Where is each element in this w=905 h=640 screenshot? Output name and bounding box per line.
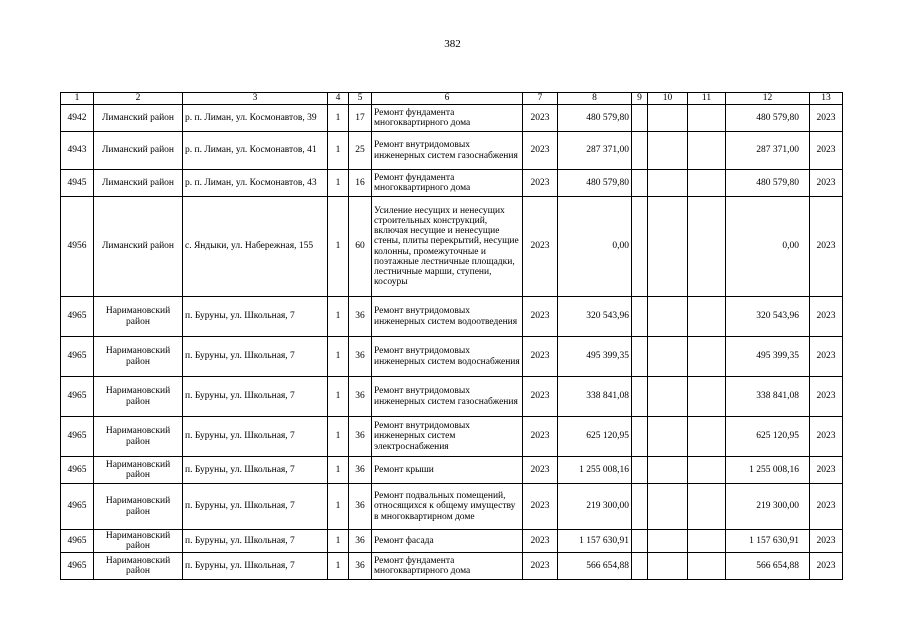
address-cell: п. Буруны, ул. Школьная, 7: [183, 337, 328, 377]
row-number-cell: 4942: [61, 105, 94, 132]
col9-cell: [632, 197, 648, 297]
row-number-cell: 4956: [61, 197, 94, 297]
col10-cell: [648, 170, 688, 197]
work-type-cell: Ремонт фундамента многоквартирного дома: [372, 105, 523, 132]
district-cell: Наримановский район: [94, 417, 183, 457]
col5-cell: 17: [349, 105, 372, 132]
table-row: [61, 105, 843, 132]
cost-cell: 219 300,00: [558, 484, 632, 530]
col9-cell: [632, 484, 648, 530]
row-number-cell: 4965: [61, 530, 94, 553]
table-row: [61, 197, 843, 297]
address-cell: п. Буруны, ул. Школьная, 7: [183, 457, 328, 484]
col5-cell: 36: [349, 417, 372, 457]
work-type-cell: Ремонт внутридомовых инженерных систем водоснабжения: [372, 337, 523, 377]
col10-cell: [648, 197, 688, 297]
end-year-cell: 2023: [810, 170, 843, 197]
district-cell: Наримановский район: [94, 457, 183, 484]
table-row: [61, 377, 843, 417]
district-cell: Лиманский район: [94, 197, 183, 297]
address-cell: п. Буруны, ул. Школьная, 7: [183, 484, 328, 530]
work-type-cell: Ремонт внутридомовых инженерных систем газоснабжения: [372, 132, 523, 170]
col10-cell: [648, 457, 688, 484]
col4-cell: 1: [328, 197, 349, 297]
year-cell: 2023: [523, 484, 558, 530]
address-cell: п. Буруны, ул. Школьная, 7: [183, 553, 328, 580]
work-type-cell: Ремонт внутридомовых инженерных систем водоотведения: [372, 297, 523, 337]
col10-cell: [648, 553, 688, 580]
column-number-cell: 10: [648, 93, 688, 105]
district-cell: Лиманский район: [94, 170, 183, 197]
end-year-cell: 2023: [810, 530, 843, 553]
col5-cell: 25: [349, 132, 372, 170]
col5-cell: 36: [349, 553, 372, 580]
column-number-cell: 11: [688, 93, 726, 105]
row-number-cell: 4965: [61, 377, 94, 417]
address-cell: п. Буруны, ул. Школьная, 7: [183, 530, 328, 553]
year-cell: 2023: [523, 457, 558, 484]
table-row: [61, 170, 843, 197]
total-cost-cell: 320 543,96: [726, 297, 810, 337]
col4-cell: 1: [328, 457, 349, 484]
total-cost-cell: 480 579,80: [726, 105, 810, 132]
end-year-cell: 2023: [810, 417, 843, 457]
col10-cell: [648, 297, 688, 337]
year-cell: 2023: [523, 377, 558, 417]
year-cell: 2023: [523, 197, 558, 297]
end-year-cell: 2023: [810, 553, 843, 580]
district-cell: Наримановский район: [94, 530, 183, 553]
cost-cell: 1 157 630,91: [558, 530, 632, 553]
row-number-cell: 4965: [61, 337, 94, 377]
row-number-cell: 4945: [61, 170, 94, 197]
column-number-cell: 12: [726, 93, 810, 105]
cost-cell: 480 579,80: [558, 170, 632, 197]
col10-cell: [648, 337, 688, 377]
column-number-cell: 3: [183, 93, 328, 105]
col4-cell: 1: [328, 132, 349, 170]
row-number-cell: 4965: [61, 417, 94, 457]
end-year-cell: 2023: [810, 337, 843, 377]
col4-cell: 1: [328, 553, 349, 580]
column-number-cell: 8: [558, 93, 632, 105]
cost-cell: 0,00: [558, 197, 632, 297]
total-cost-cell: 625 120,95: [726, 417, 810, 457]
end-year-cell: 2023: [810, 377, 843, 417]
col11-cell: [688, 457, 726, 484]
col11-cell: [688, 337, 726, 377]
cost-cell: 480 579,80: [558, 105, 632, 132]
col11-cell: [688, 377, 726, 417]
col5-cell: 16: [349, 170, 372, 197]
end-year-cell: 2023: [810, 484, 843, 530]
total-cost-cell: 338 841,08: [726, 377, 810, 417]
cost-cell: 320 543,96: [558, 297, 632, 337]
year-cell: 2023: [523, 132, 558, 170]
district-cell: Наримановский район: [94, 553, 183, 580]
address-cell: р. п. Лиман, ул. Космонавтов, 41: [183, 132, 328, 170]
end-year-cell: 2023: [810, 132, 843, 170]
year-cell: 2023: [523, 105, 558, 132]
end-year-cell: 2023: [810, 197, 843, 297]
column-number-row: [61, 93, 843, 105]
col11-cell: [688, 297, 726, 337]
column-number-cell: 13: [810, 93, 843, 105]
work-type-cell: Ремонт фасада: [372, 530, 523, 553]
district-cell: Наримановский район: [94, 337, 183, 377]
year-cell: 2023: [523, 530, 558, 553]
cost-cell: 566 654,88: [558, 553, 632, 580]
address-cell: с. Яндыки, ул. Набережная, 155: [183, 197, 328, 297]
col4-cell: 1: [328, 484, 349, 530]
col10-cell: [648, 105, 688, 132]
cost-cell: 287 371,00: [558, 132, 632, 170]
total-cost-cell: 566 654,88: [726, 553, 810, 580]
col4-cell: 1: [328, 170, 349, 197]
row-number-cell: 4965: [61, 297, 94, 337]
total-cost-cell: 0,00: [726, 197, 810, 297]
total-cost-cell: 495 399,35: [726, 337, 810, 377]
col9-cell: [632, 297, 648, 337]
col4-cell: 1: [328, 377, 349, 417]
repair-program-table: [60, 92, 843, 580]
end-year-cell: 2023: [810, 105, 843, 132]
total-cost-cell: 287 371,00: [726, 132, 810, 170]
year-cell: 2023: [523, 417, 558, 457]
year-cell: 2023: [523, 337, 558, 377]
district-cell: Лиманский район: [94, 132, 183, 170]
col11-cell: [688, 417, 726, 457]
col5-cell: 36: [349, 297, 372, 337]
col5-cell: 36: [349, 457, 372, 484]
row-number-cell: 4965: [61, 484, 94, 530]
address-cell: п. Буруны, ул. Школьная, 7: [183, 377, 328, 417]
work-type-cell: Усиление несущих и ненесущих строительных конструкций, включая несущие и ненесущие стены, плиты перекрытий, несущие колонны, промежуточные и поэтажные лестничные площадки, лестничные марши, ступени, косоуры: [372, 197, 523, 297]
column-number-cell: 5: [349, 93, 372, 105]
col4-cell: 1: [328, 105, 349, 132]
column-number-cell: 6: [372, 93, 523, 105]
district-cell: Наримановский район: [94, 377, 183, 417]
table-row: [61, 530, 843, 553]
table-row: [61, 417, 843, 457]
column-number-cell: 7: [523, 93, 558, 105]
col5-cell: 60: [349, 197, 372, 297]
work-type-cell: Ремонт крыши: [372, 457, 523, 484]
col5-cell: 36: [349, 484, 372, 530]
row-number-cell: 4965: [61, 553, 94, 580]
address-cell: р. п. Лиман, ул. Космонавтов, 43: [183, 170, 328, 197]
end-year-cell: 2023: [810, 457, 843, 484]
district-cell: Наримановский район: [94, 297, 183, 337]
year-cell: 2023: [523, 297, 558, 337]
col10-cell: [648, 417, 688, 457]
col11-cell: [688, 105, 726, 132]
total-cost-cell: 1 157 630,91: [726, 530, 810, 553]
col9-cell: [632, 417, 648, 457]
col4-cell: 1: [328, 530, 349, 553]
work-type-cell: Ремонт внутридомовых инженерных систем электроснабжения: [372, 417, 523, 457]
col10-cell: [648, 132, 688, 170]
col10-cell: [648, 484, 688, 530]
col9-cell: [632, 170, 648, 197]
col4-cell: 1: [328, 417, 349, 457]
col4-cell: 1: [328, 337, 349, 377]
col5-cell: 36: [349, 377, 372, 417]
district-cell: Лиманский район: [94, 105, 183, 132]
total-cost-cell: 1 255 008,16: [726, 457, 810, 484]
col10-cell: [648, 530, 688, 553]
col4-cell: 1: [328, 297, 349, 337]
table-row: [61, 553, 843, 580]
col11-cell: [688, 170, 726, 197]
col9-cell: [632, 337, 648, 377]
total-cost-cell: 480 579,80: [726, 170, 810, 197]
cost-cell: 338 841,08: [558, 377, 632, 417]
table-row: [61, 337, 843, 377]
address-cell: п. Буруны, ул. Школьная, 7: [183, 417, 328, 457]
col9-cell: [632, 105, 648, 132]
district-cell: Наримановский район: [94, 484, 183, 530]
address-cell: р. п. Лиман, ул. Космонавтов, 39: [183, 105, 328, 132]
table-row: [61, 297, 843, 337]
table-row: [61, 484, 843, 530]
col9-cell: [632, 530, 648, 553]
col11-cell: [688, 553, 726, 580]
table-row: [61, 132, 843, 170]
column-number-cell: 4: [328, 93, 349, 105]
col11-cell: [688, 530, 726, 553]
col9-cell: [632, 457, 648, 484]
col10-cell: [648, 377, 688, 417]
col11-cell: [688, 132, 726, 170]
address-cell: п. Буруны, ул. Школьная, 7: [183, 297, 328, 337]
col5-cell: 36: [349, 337, 372, 377]
cost-cell: 625 120,95: [558, 417, 632, 457]
col11-cell: [688, 197, 726, 297]
cost-cell: 495 399,35: [558, 337, 632, 377]
page-number: 382: [444, 38, 461, 50]
end-year-cell: 2023: [810, 297, 843, 337]
row-number-cell: 4965: [61, 457, 94, 484]
work-type-cell: Ремонт внутридомовых инженерных систем газоснабжения: [372, 377, 523, 417]
col11-cell: [688, 484, 726, 530]
table-row: [61, 457, 843, 484]
column-number-cell: 1: [61, 93, 94, 105]
column-number-cell: 9: [632, 93, 648, 105]
column-number-cell: 2: [94, 93, 183, 105]
year-cell: 2023: [523, 170, 558, 197]
work-type-cell: Ремонт фундамента многоквартирного дома: [372, 170, 523, 197]
work-type-cell: Ремонт фундамента многоквартирного дома: [372, 553, 523, 580]
col9-cell: [632, 553, 648, 580]
work-type-cell: Ремонт подвальных помещений, относящихся к общему имуществу в многоквартирном доме: [372, 484, 523, 530]
total-cost-cell: 219 300,00: [726, 484, 810, 530]
col9-cell: [632, 377, 648, 417]
col5-cell: 36: [349, 530, 372, 553]
cost-cell: 1 255 008,16: [558, 457, 632, 484]
col9-cell: [632, 132, 648, 170]
row-number-cell: 4943: [61, 132, 94, 170]
year-cell: 2023: [523, 553, 558, 580]
